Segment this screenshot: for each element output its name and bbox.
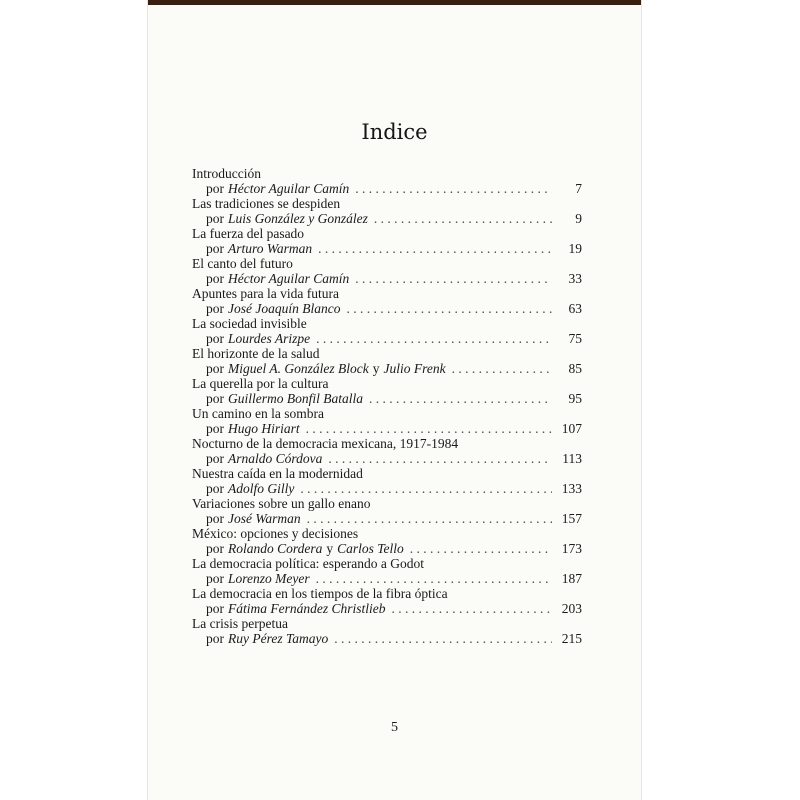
dot-leader xyxy=(355,181,552,196)
toc-entry-authors xyxy=(228,361,446,376)
toc-entry-byline xyxy=(192,181,582,196)
toc-entry-title: La democracia política: esperando a Godot xyxy=(192,556,425,571)
author-conjunction: y xyxy=(326,541,334,556)
toc-entry xyxy=(192,616,582,646)
toc-entry-title: El horizonte de la salud xyxy=(192,346,320,361)
toc-entry-byline xyxy=(192,391,582,406)
toc-entry-authors xyxy=(228,211,368,226)
toc-entry-title: México: opciones y decisiones xyxy=(192,526,359,541)
byline-prefix: por xyxy=(206,511,224,526)
toc-entry-title: Introducción xyxy=(192,166,261,181)
author-name: Rolando Cordera xyxy=(228,541,323,556)
author-name: Arturo Warman xyxy=(228,241,313,256)
toc-entry-byline xyxy=(192,301,582,316)
toc-entry-authors xyxy=(228,601,386,616)
toc-entry-byline xyxy=(192,271,582,286)
toc-entry-authors xyxy=(228,451,322,466)
byline-prefix: por xyxy=(206,241,224,256)
byline-prefix: por xyxy=(206,301,224,316)
toc-entry-authors xyxy=(228,541,404,556)
toc-entry-byline xyxy=(192,511,582,526)
author-name: Fátima Fernández Christlieb xyxy=(228,601,386,616)
author-name: Héctor Aguilar Camín xyxy=(228,181,350,196)
toc-entry xyxy=(192,196,582,226)
toc-entry-byline xyxy=(192,451,582,466)
author-name: Lourdes Arizpe xyxy=(228,331,311,346)
toc-entry-authors xyxy=(228,421,300,436)
page-title: Indice xyxy=(361,120,428,144)
toc-entry-page: 203 xyxy=(561,601,582,616)
dot-leader xyxy=(452,361,552,376)
toc-entry xyxy=(192,556,582,586)
author-name: Héctor Aguilar Camín xyxy=(228,271,350,286)
toc-entry xyxy=(192,346,582,376)
toc-entry-page: 133 xyxy=(561,481,582,496)
toc-entry-authors xyxy=(228,631,328,646)
table-of-contents xyxy=(192,166,582,646)
toc-entry-page: 75 xyxy=(568,331,582,346)
dot-leader xyxy=(374,211,552,226)
toc-entry-page: 187 xyxy=(561,571,582,586)
toc-entry-page: 63 xyxy=(568,301,582,316)
byline-prefix: por xyxy=(206,361,224,376)
toc-entry-title: La democracia en los tiempos de la fibra óptica xyxy=(192,586,448,601)
author-name: José Warman xyxy=(228,511,301,526)
toc-entry-byline xyxy=(192,211,582,226)
author-name: Julio Frenk xyxy=(383,361,446,376)
toc-entry-authors xyxy=(228,331,310,346)
dot-leader xyxy=(316,331,552,346)
toc-entry-title: Un camino en la sombra xyxy=(192,406,324,421)
toc-entry-page: 85 xyxy=(568,361,582,376)
byline-prefix: por xyxy=(206,421,224,436)
toc-entry-byline xyxy=(192,421,582,436)
toc-entry xyxy=(192,436,582,466)
author-name: Luis González y González xyxy=(228,211,368,226)
byline-prefix: por xyxy=(206,571,224,586)
toc-entry xyxy=(192,406,582,436)
toc-entry-page: 33 xyxy=(568,271,582,286)
toc-entry-title: Nuestra caída en la modernidad xyxy=(192,466,363,481)
toc-entry-title: Las tradiciones se despiden xyxy=(192,196,341,211)
dot-leader xyxy=(300,481,552,496)
toc-entry-page: 215 xyxy=(561,631,582,646)
toc-entry xyxy=(192,286,582,316)
toc-entry-title: La querella por la cultura xyxy=(192,376,329,391)
author-name: José Joaquín Blanco xyxy=(228,301,341,316)
page-number: 5 xyxy=(391,720,398,735)
author-name: Guillermo Bonfil Batalla xyxy=(228,391,363,406)
toc-entry-page: 7 xyxy=(575,181,582,196)
toc-entry-byline xyxy=(192,631,582,646)
toc-entry-byline xyxy=(192,571,582,586)
toc-entry-page: 107 xyxy=(561,421,582,436)
toc-entry xyxy=(192,466,582,496)
dot-leader xyxy=(410,541,552,556)
toc-entry-byline xyxy=(192,361,582,376)
toc-entry-authors xyxy=(228,241,312,256)
author-name: Lorenzo Meyer xyxy=(228,571,310,586)
author-name: Carlos Tello xyxy=(337,541,404,556)
author-name: Ruy Pérez Tamayo xyxy=(228,631,329,646)
toc-entry-authors xyxy=(228,301,340,316)
dot-leader xyxy=(306,421,552,436)
author-name: Adolfo Gilly xyxy=(228,481,295,496)
byline-prefix: por xyxy=(206,331,224,346)
toc-entry-authors xyxy=(228,511,301,526)
byline-prefix: por xyxy=(206,391,224,406)
toc-entry-title: Variaciones sobre un gallo enano xyxy=(192,496,371,511)
toc-entry-byline xyxy=(192,331,582,346)
dot-leader xyxy=(392,601,553,616)
toc-entry xyxy=(192,316,582,346)
author-name: Miguel A. González Block xyxy=(228,361,369,376)
toc-entry-byline xyxy=(192,541,582,556)
byline-prefix: por xyxy=(206,481,224,496)
byline-prefix: por xyxy=(206,601,224,616)
dot-leader xyxy=(369,391,552,406)
toc-entry-page: 9 xyxy=(575,211,582,226)
toc-entry-page: 95 xyxy=(568,391,582,406)
toc-entry-byline xyxy=(192,241,582,256)
toc-entry xyxy=(192,166,582,196)
toc-entry xyxy=(192,256,582,286)
toc-entry-title: Nocturno de la democracia mexicana, 1917-1984 xyxy=(192,436,459,451)
dot-leader xyxy=(355,271,552,286)
dot-leader xyxy=(316,571,552,586)
toc-entry-byline xyxy=(192,481,582,496)
dot-leader xyxy=(318,241,552,256)
toc-entry-page: 19 xyxy=(568,241,582,256)
author-name: Hugo Hiriart xyxy=(228,421,300,436)
toc-entry-authors xyxy=(228,181,349,196)
toc-entry-title: Apuntes para la vida futura xyxy=(192,286,339,301)
toc-entry-title: La sociedad invisible xyxy=(192,316,307,331)
byline-prefix: por xyxy=(206,541,224,556)
author-conjunction: y xyxy=(372,361,380,376)
author-name: Arnaldo Córdova xyxy=(228,451,323,466)
toc-entry-byline xyxy=(192,601,582,616)
dot-leader xyxy=(346,301,552,316)
dot-leader xyxy=(307,511,552,526)
byline-prefix: por xyxy=(206,271,224,286)
toc-entry-page: 113 xyxy=(562,451,582,466)
toc-entry-authors xyxy=(228,571,310,586)
toc-entry-title: El canto del futuro xyxy=(192,256,293,271)
dot-leader xyxy=(334,631,552,646)
toc-entry xyxy=(192,586,582,616)
toc-entry xyxy=(192,496,582,526)
byline-prefix: por xyxy=(206,211,224,226)
toc-entry-page: 173 xyxy=(561,541,582,556)
book-page xyxy=(147,0,642,800)
toc-entry xyxy=(192,226,582,256)
byline-prefix: por xyxy=(206,631,224,646)
toc-entry-page: 157 xyxy=(561,511,582,526)
toc-entry-authors xyxy=(228,271,349,286)
toc-entry xyxy=(192,526,582,556)
toc-entry-authors xyxy=(228,481,294,496)
toc-entry-title: La crisis perpetua xyxy=(192,616,288,631)
byline-prefix: por xyxy=(206,181,224,196)
dot-leader xyxy=(328,451,552,466)
toc-entry-authors xyxy=(228,391,363,406)
toc-entry-title: La fuerza del pasado xyxy=(192,226,305,241)
byline-prefix: por xyxy=(206,451,224,466)
book-top-edge xyxy=(148,0,641,5)
toc-entry xyxy=(192,376,582,406)
